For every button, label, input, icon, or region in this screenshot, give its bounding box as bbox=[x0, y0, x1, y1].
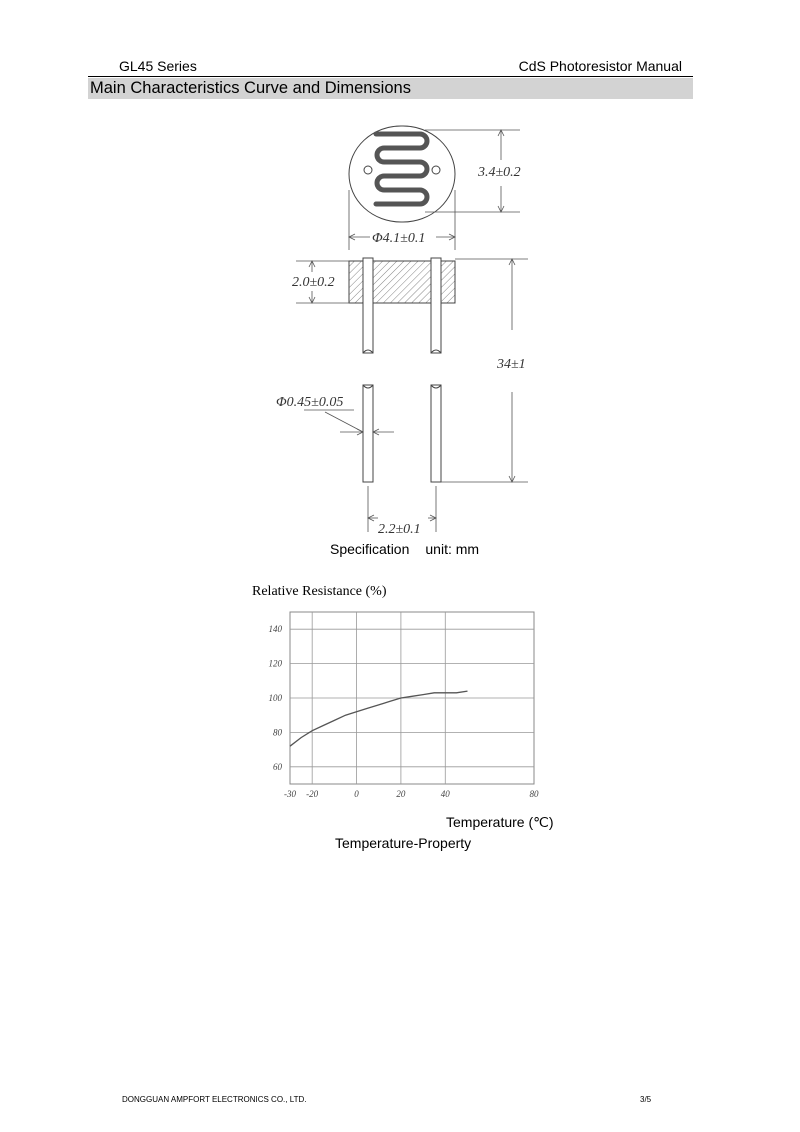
label-body-thickness: 2.0±0.2 bbox=[292, 275, 335, 290]
x-tick-label: 80 bbox=[529, 789, 539, 799]
label-lead-diameter: Φ0.45±0.05 bbox=[276, 395, 344, 410]
header-series: GL45 Series bbox=[119, 58, 197, 74]
header-manual-title: CdS Photoresistor Manual bbox=[518, 58, 682, 74]
temperature-chart bbox=[250, 605, 560, 805]
spec-caption bbox=[330, 541, 479, 557]
spec-caption-unit: unit: mm bbox=[425, 541, 480, 557]
series-line bbox=[290, 691, 468, 746]
section-title: Main Characteristics Curve and Dimensions bbox=[90, 79, 411, 97]
x-tick-label: 0 bbox=[354, 789, 359, 799]
dim-lead-diameter bbox=[304, 410, 394, 435]
chart-x-axis-label: Temperature (℃) bbox=[446, 814, 554, 830]
cds-serpentine-track bbox=[376, 134, 427, 204]
y-tick-label: 80 bbox=[273, 727, 282, 738]
y-tick-label: 120 bbox=[268, 658, 282, 669]
x-tick-label: -20 bbox=[306, 789, 319, 799]
y-tick-label: 60 bbox=[273, 761, 282, 772]
sensor-side-view bbox=[349, 258, 455, 482]
label-diameter: Φ4.1±0.1 bbox=[372, 231, 426, 246]
x-tick-label: 40 bbox=[440, 789, 450, 799]
x-tick-label: 20 bbox=[396, 789, 406, 799]
footer-company: DONGGUAN AMPFORT ELECTRONICS CO., LTD. bbox=[122, 1095, 307, 1104]
dimension-drawing bbox=[0, 0, 800, 560]
label-lead-pitch: 2.2±0.1 bbox=[378, 522, 421, 537]
chart-y-axis-label: Relative Resistance (%) bbox=[252, 584, 387, 599]
label-lead-length: 34±1 bbox=[497, 357, 526, 372]
spec-caption-label: Specification bbox=[330, 541, 410, 557]
chart-title: Temperature-Property bbox=[335, 835, 472, 851]
y-tick-label: 100 bbox=[268, 693, 282, 703]
x-tick-label: -30 bbox=[284, 789, 296, 799]
sensor-top-view bbox=[349, 126, 455, 222]
y-tick-label: 140 bbox=[268, 624, 282, 635]
label-sensor-height: 3.4±0.2 bbox=[478, 165, 521, 180]
footer-page-number: 3/5 bbox=[640, 1095, 652, 1104]
